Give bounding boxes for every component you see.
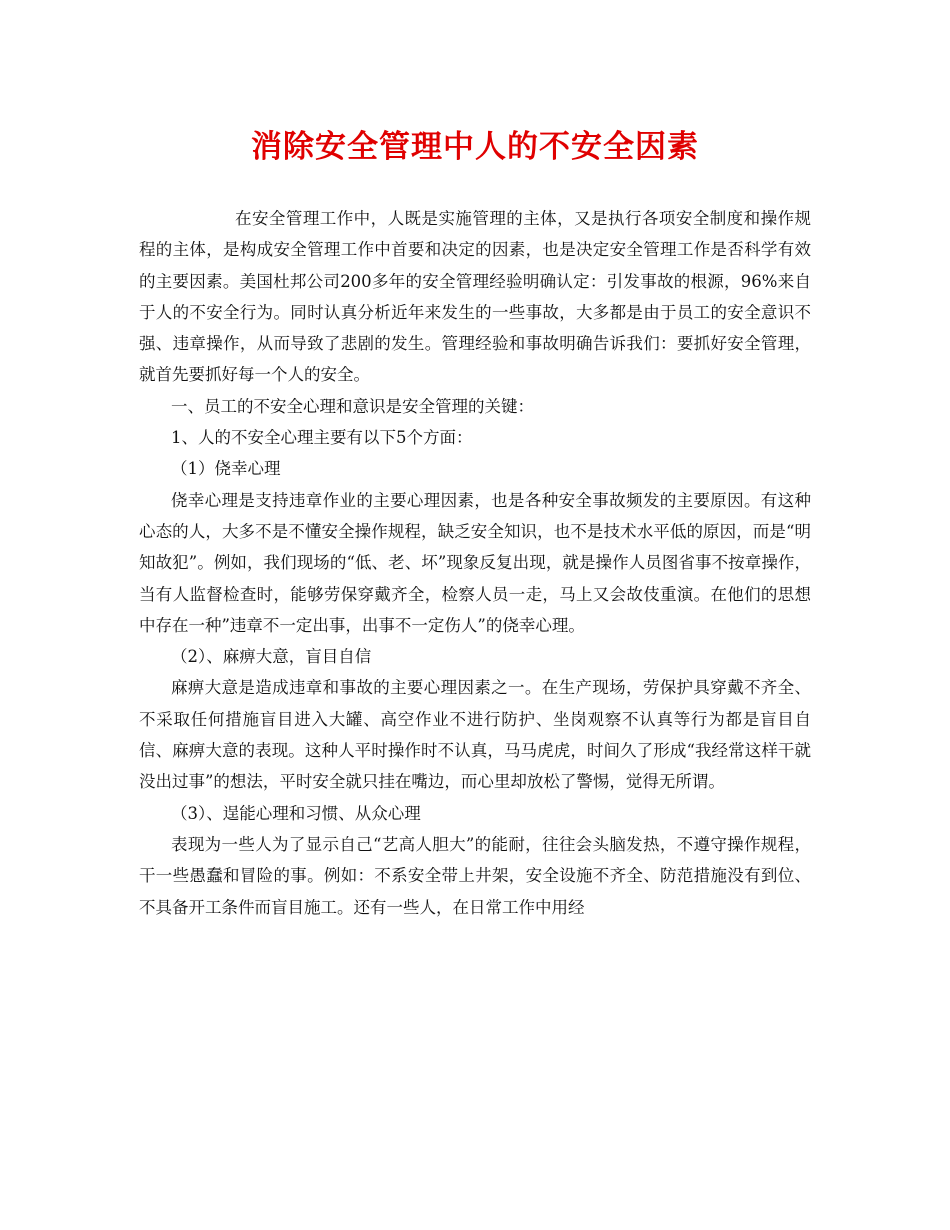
document-body	[139, 203, 811, 923]
document-title: 消除安全管理中人的不安全因素	[251, 129, 699, 165]
section-heading-1: 一、员工的不安全心理和意识是安全管理的关键：	[171, 396, 534, 416]
paragraph-intro: 在安全管理工作中，人既是实施管理的主体，又是执行各项安全制度和操作规程的主体，是构成安全管理工作中首要和决定的因素，也是决定安全管理工作是否科学有效的主要因素。美国杜邦公司200多年的安全管理经验明确认定：引发事故的根源，96%来自于人的不安全行为。同时认真分析近年来发生的一些事故，大多都是由于员工的安全意识不强、违章操作，从而导致了悲剧的发生。管理经验和事故明确告诉我们：要抓好安全管理，就首先要抓好每一个人的安全。	[139, 209, 811, 385]
paragraph-item-2: 麻痹大意是造成违章和事故的主要心理因素之一。在生产现场，劳保护具穿戴不齐全、不采取任何措施盲目进入大罐、高空作业不进行防护、坐岗观察不认真等行为都是盲目自信、麻痹大意的表现。这种人平时操作时不认真，马马虎虎，时间久了形成“我经常这样干就没出过事”的想法，平时安全就只挂在嘴边，而心里却放松了警惕，觉得无所谓。	[139, 678, 811, 792]
subsection-heading-1: 1、人的不安全心理主要有以下5个方面：	[171, 428, 473, 448]
paragraph-item-1: 侥幸心理是支持违章作业的主要心理因素，也是各种安全事故频发的主要原因。有这种心态的人，大多不是不懂安全操作规程，缺乏安全知识，也不是技术水平低的原因，而是“明知故犯”。例如，我们现场的“低、老、坏”现象反复出现，就是操作人员图省事不按章操作，当有人监督检查时，能够劳保穿戴齐全，检察人员一走，马上又会故伎重演。在他们的思想中存在一种”违章不一定出事，出事不一定伤人”的侥幸心理。	[139, 490, 811, 635]
item-heading-2: （2）、麻痹大意，盲目自信	[171, 647, 372, 667]
item-heading-3: （3）、逞能心理和习惯、从众心理	[171, 803, 421, 823]
paragraph-item-3: 表现为一些人为了显示自己“艺高人胆大”的能耐，往往会头脑发热，不遵守操作规程，干一些愚蠢和冒险的事。例如：不系安全带上井架，安全设施不齐全、防范措施没有到位、不具备开工条件而盲目施工。还有一些人，在日常工作中用经	[139, 834, 811, 917]
item-heading-1: （1）侥幸心理	[171, 459, 281, 479]
